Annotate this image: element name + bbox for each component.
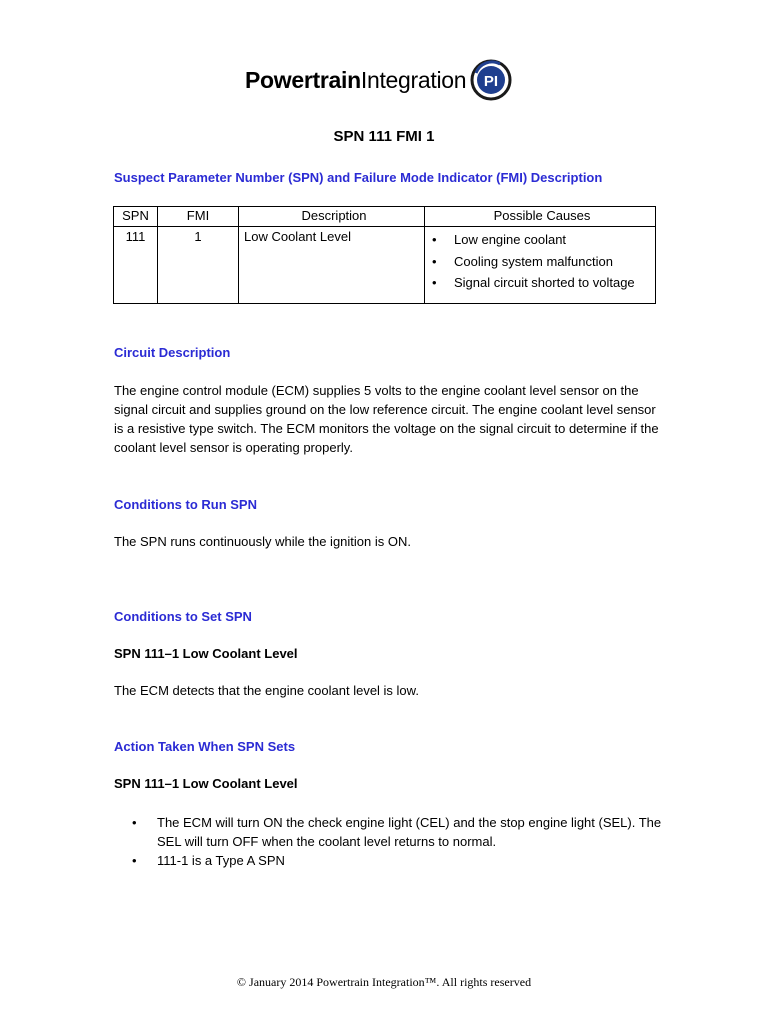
logo-pi-emblem-icon	[470, 59, 512, 101]
cell-description: Low Coolant Level	[239, 227, 425, 304]
copyright-footer: © January 2014 Powertrain Integration™. All rights reserved	[236, 975, 532, 989]
list-item: • The ECM will turn ON the check engine light (CEL) and the stop engine light (SEL). The SEL will turn OFF when the coolant level returns to normal.	[132, 813, 672, 851]
logo-bold-text: Powertrain	[245, 66, 361, 93]
table-header-row	[114, 207, 656, 227]
conditions-run-heading: Conditions to Run SPN	[114, 497, 257, 512]
conditions-set-text: The ECM detects that the engine coolant level is low.	[114, 683, 419, 698]
company-logo	[245, 55, 525, 105]
table-row	[114, 227, 656, 304]
causes-list	[429, 229, 655, 294]
circuit-description-heading: Circuit Description	[114, 345, 231, 360]
list-item: • Signal circuit shorted to voltage	[429, 272, 655, 294]
list-item: • Low engine coolant	[429, 229, 655, 251]
logo-wordmark	[245, 67, 466, 94]
conditions-set-subheading: SPN 111–1 Low Coolant Level	[114, 646, 298, 661]
conditions-set-heading: Conditions to Set SPN	[114, 609, 252, 624]
action-taken-heading: Action Taken When SPN Sets	[114, 739, 296, 754]
table-header-description: Description	[239, 207, 425, 227]
document-title: SPN 111 FMI 1	[333, 128, 435, 145]
table-header-causes: Possible Causes	[425, 207, 656, 227]
logo-mark-text: PI	[484, 73, 499, 90]
list-item: • 111-1 is a Type A SPN	[132, 851, 672, 870]
table-header-spn: SPN	[114, 207, 158, 227]
list-item: • Cooling system malfunction	[429, 251, 655, 273]
table-header-fmi: FMI	[158, 207, 239, 227]
conditions-run-text: The SPN runs continuously while the ignition is ON.	[114, 534, 411, 549]
action-taken-list	[132, 813, 672, 870]
cell-fmi: 1	[158, 227, 239, 304]
logo-regular-text: Integration	[360, 66, 467, 93]
circuit-description-text: The engine control module (ECM) supplies 5 volts to the engine coolant level sensor on the signal circuit and supplies ground on the low reference circuit. The engine coolant level sensor is a resistive type switch. The ECM monitors the voltage on the signal circuit to determine if the coolant level sensor is operating properly.	[114, 383, 659, 455]
spn-fmi-table	[113, 206, 656, 304]
cell-spn: 111	[114, 227, 158, 304]
action-taken-subheading: SPN 111–1 Low Coolant Level	[114, 776, 298, 791]
spn-fmi-heading: Suspect Parameter Number (SPN) and Failure Mode Indicator (FMI) Description	[114, 170, 603, 185]
cell-possible-causes	[425, 227, 656, 304]
